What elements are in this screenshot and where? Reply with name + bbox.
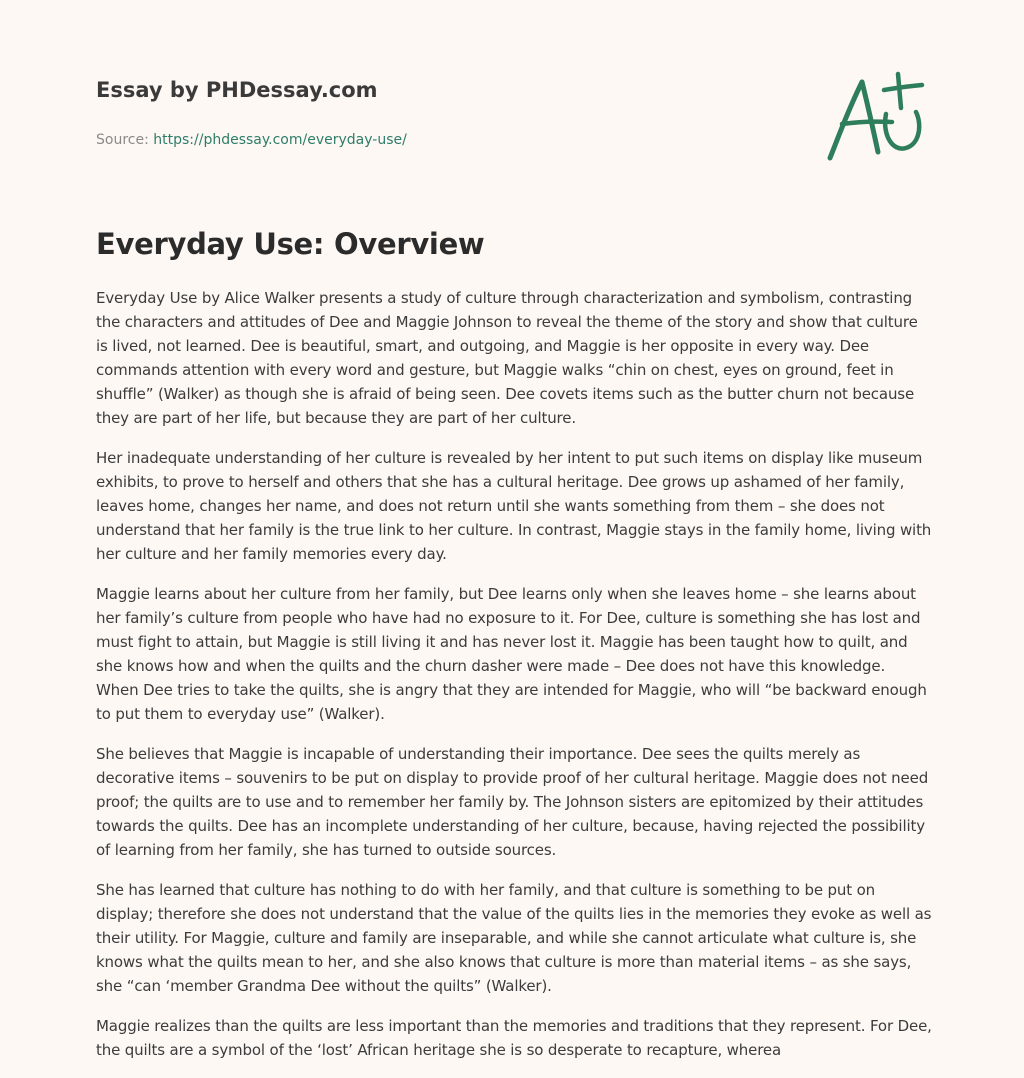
paragraph: She believes that Maggie is incapable of understanding their importance. Dee sees the quilts merely as decorative items – souvenirs to be put on display to provide proof of her cultural heritage. Maggie does not need proof; the quilts are to use and to remember her family by. The Johnson sisters are epitomized by their attitudes towards the quilts. Dee has an incomplete understanding of her culture, because, having rejected the possibility of learning from her family, she has turned to outside sources. — [96, 745, 929, 859]
essay-header — [96, 74, 696, 150]
source-link[interactable]: https://phdessay.com/everyday-use/ — [153, 132, 407, 148]
source-label: Source: — [96, 132, 154, 148]
paragraph: She has learned that culture has nothing to do with her family, and that culture is something to be put on display; therefore she does not understand that the value of the quilts lies in the memories they evoke as well as their utility. For Maggie, culture and family are inseparable, and while she cannot articulate what culture is, she knows what the quilts mean to her, and she also knows that culture is more than material items – as she says, she “can ‘member Grandma Dee without the quilts” (Walker). — [96, 881, 932, 995]
brand-title: Essay by PHDessay.com — [96, 78, 378, 102]
a-plus-logo-icon — [822, 68, 928, 164]
paragraph: Maggie realizes than the quilts are less important than the memories and traditions that they represent. For Dee, the quilts are a symbol of the ‘lost’ African heritage she is so desperate to recapture, wherea — [96, 1017, 932, 1059]
paragraph: Everyday Use by Alice Walker presents a study of culture through characterization and symbolism, contrasting the characters and attitudes of Dee and Maggie Johnson to reveal the theme of the story and show that culture is lived, not learned. Dee is beautiful, smart, and outgoing, and Maggie is her opposite in every way. Dee commands attention with every word and gesture, but Maggie walks “chin on chest, eyes on ground, feet in shuffle” (Walker) as though she is afraid of being seen. Dee covets items such as the butter churn not because they are part of her life, but because they are part of her culture. — [96, 289, 918, 427]
article-body — [96, 286, 932, 1078]
article-title: Everyday Use: Overview — [96, 227, 485, 261]
paragraph: Maggie learns about her culture from her family, but Dee learns only when she leaves home – she learns about her family’s culture from people who have had no exposure to it. For Dee, culture is something she has lost and must fight to attain, but Maggie is still living it and has never lost it. Maggie has been taught how to quilt, and she knows how and when the quilts and the churn dasher were made – Dee does not have this knowledge. When Dee tries to take the quilts, she is angry that they are intended for Maggie, who will “be backward enough to put them to everyday use” (Walker). — [96, 585, 927, 723]
paragraph: Her inadequate understanding of her culture is revealed by her intent to put such items on display like museum exhibits, to prove to herself and others that she has a cultural heritage. Dee grows up ashamed of her family, leaves home, changes her name, and does not return until she wants something from them – she does not understand that her family is the true link to her culture. In contrast, Maggie stays in the family home, living with her culture and her family memories every day. — [96, 449, 932, 563]
source-line — [96, 130, 696, 150]
